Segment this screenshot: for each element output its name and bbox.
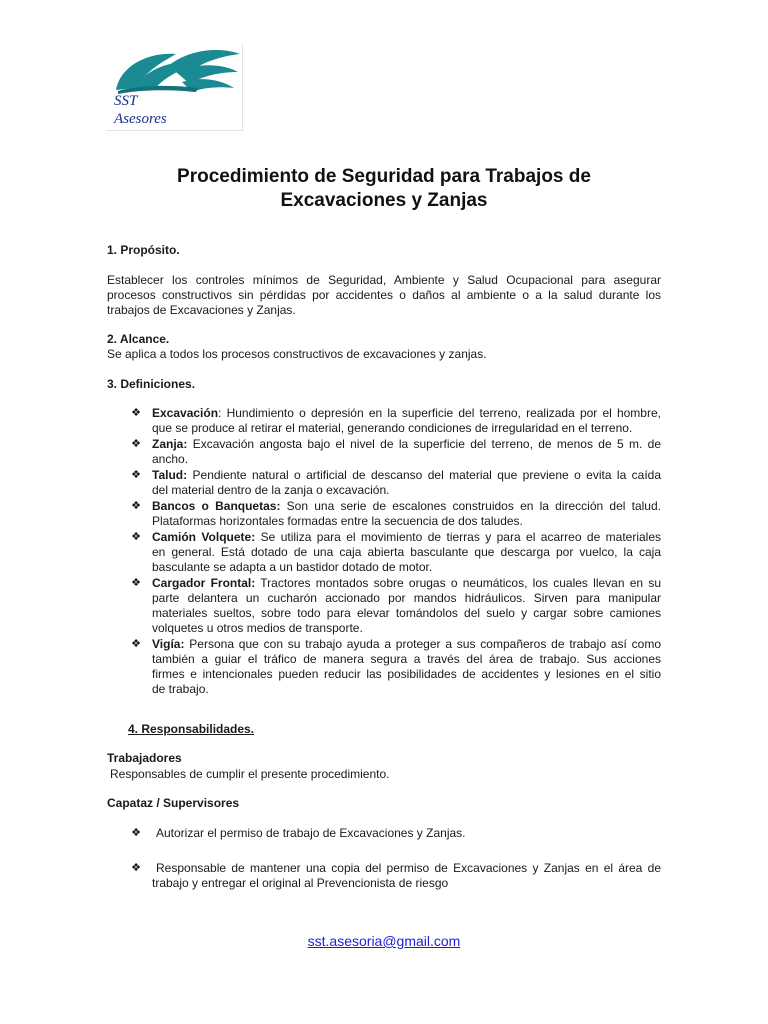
section-heading-proposito: 1. Propósito. [107,243,180,257]
definition-item [130,530,661,575]
footer-email-link[interactable]: sst.asesoria@gmail.com [307,933,461,949]
section-heading-alcance: 2. Alcance. [107,332,170,346]
definition-item [130,637,661,697]
proposito-paragraph [107,273,661,318]
diamond-bullet-icon: ❖ [131,577,141,589]
definition-text: Pendiente natural o artificial de descanso del material que previene o evita la caída [192,468,661,482]
responsibility-item [130,826,661,841]
definition-text: materiales sueltos, sobre todo para elevar tomándolos del suelo y cargar sobre camiones [152,606,661,620]
definition-item [130,406,661,436]
subheading-trabajadores: Trabajadores [107,751,182,765]
document-title [0,165,768,213]
definition-text: Tractores montados sobre orugas o neumáticos, los cuales llevan en su [260,576,661,590]
definition-text: parte delantera un cucharón accionado por mandos hidráulicos. Sirven para manipular [152,591,661,605]
capataz-list [130,861,661,891]
responsibility-text: Autorizar el permiso de trabajo de Excavaciones y Zanjas. [156,826,466,840]
definition-text: ancho. [152,452,189,466]
definition-text: del material dentro de la zanja o excavación. [152,483,390,497]
responsibility-text: Responsable de mantener una copia del permiso de Excavaciones y Zanjas en el área de [156,861,661,875]
diamond-bullet-icon: ❖ [131,531,141,543]
diamond-bullet-icon: ❖ [131,407,141,419]
company-logo [106,44,243,131]
capataz-list [130,826,661,841]
title-line-1: Procedimiento de Seguridad para Trabajos de [177,166,591,187]
diamond-bullet-icon: ❖ [131,469,141,481]
definition-item [130,437,661,467]
definition-text: Excavación angosta bajo el nivel de la superficie del terreno, de menos de 5 m. de [192,437,661,451]
definition-item [130,576,661,636]
diamond-bullet-icon: ❖ [131,500,141,512]
definition-term: Zanja: [152,437,188,451]
responsibility-item [130,861,661,891]
definition-item [130,499,661,529]
definition-text: Hundimiento o depresión en la superficie del terreno, realizada por el hombre, [226,406,661,420]
definition-term: Camión Volquete: [152,530,256,544]
definition-term: Excavación [152,406,219,420]
diamond-bullet-icon: ❖ [131,862,141,874]
proposito-line: trabajos de Excavaciones y Zanjas. [107,303,296,317]
definition-text: volquetes u otros medios de transporte. [152,621,363,635]
definition-text: Son una serie de escalones construidos en la dirección del talud. [286,499,661,513]
definitions-list [130,406,661,698]
definition-item [130,468,661,498]
definition-term: Bancos o Banquetas: [152,499,281,513]
title-line-2: Excavaciones y Zanjas [280,190,488,211]
responsibility-text: trabajo y entregar el original al Prevencionista de riesgo [152,876,449,890]
diamond-bullet-icon: ❖ [131,638,141,650]
definition-text: Se utiliza para el movimiento de tierras y para el acarreo de materiales [260,530,662,544]
definition-term: Cargador Frontal: [152,576,256,590]
proposito-line: Establecer los controles mínimos de Seguridad, Ambiente y Salud Ocupacional para asegurar [107,273,661,287]
diamond-bullet-icon: ❖ [131,827,141,839]
section-heading-responsabilidades: 4. Responsabilidades. [128,722,255,736]
section-heading-definiciones: 3. Definiciones. [107,377,196,391]
definition-text: que se produce al retirar el material, generando condiciones de irregularidad en el terreno. [152,421,633,435]
definition-text: basculante se adapta a un bastidor dotado de motor. [152,560,433,574]
diamond-bullet-icon: ❖ [131,438,141,450]
definition-text: en general. Está dotado de una caja abierta basculante que descarga por vuelco, la caja [152,545,661,559]
trabajadores-text: Responsables de cumplir el presente procedimiento. [110,767,390,781]
definition-text: Persona que con su trabajo ayuda a proteger a sus compañeros de trabajo así como [189,637,661,651]
definition-term: Vigía: [152,637,185,651]
proposito-line: procesos constructivos sin pérdidas por accidentes o daños al ambiente o a la salud durante los [107,288,661,302]
definition-text: Plataformas horizontales formadas entre la secuencia de dos taludes. [152,514,523,528]
definition-text: también a guiar el tráfico de manera segura a través del área de trabajo. Sus acciones [152,652,661,666]
subheading-capataz: Capataz / Supervisores [107,796,240,810]
definition-text: de trabajo. [152,682,209,696]
logo-text-asesores: Asesores [114,111,167,127]
logo-text-sst: SST [114,93,138,109]
alcance-text: Se aplica a todos los procesos constructivos de excavaciones y zanjas. [107,347,487,361]
definition-term: Talud: [152,468,188,482]
definition-separator: : [218,406,222,420]
definition-text: firmes e intencionales pueden reducir las posibilidades de accidentes y lesiones en el sitio [152,667,661,681]
